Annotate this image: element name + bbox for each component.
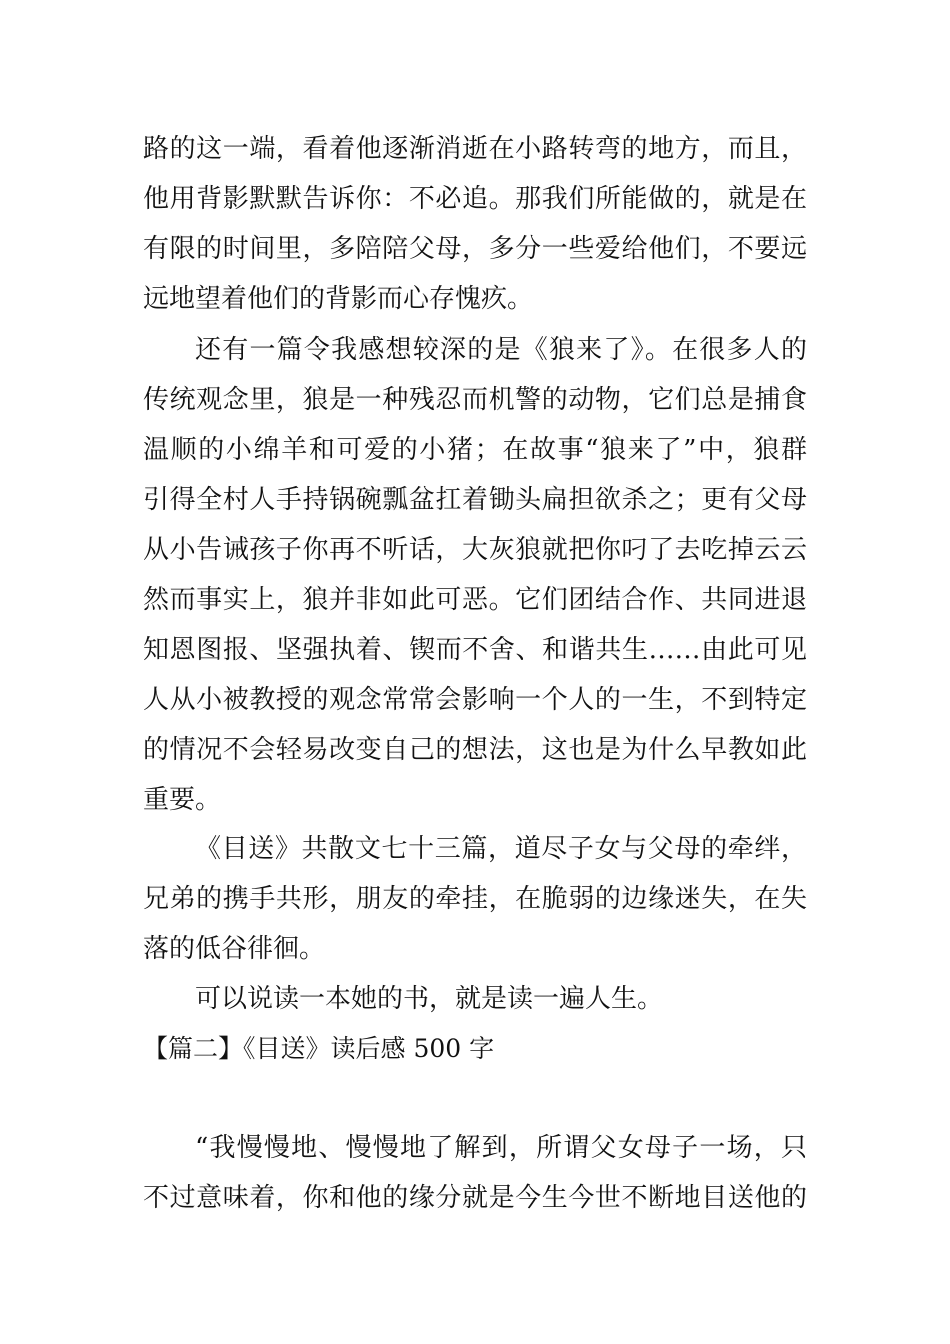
paragraph-line: 还有一篇令我感想较深的是《狼来了》。在很多人的	[195, 335, 807, 365]
paragraph-line: 温顺的小绵羊和可爱的小猪；在故事“狼来了”中，狼群	[143, 435, 807, 465]
paragraph-line: 知恩图报、坚强执着、锲而不舍、和谐共生……由此可见	[143, 635, 807, 665]
paragraph-line: 《目送》共散文七十三篇，道尽子女与父母的牵绊，	[195, 834, 807, 864]
paragraph-line: 引得全村人手持锅碗瓢盆扛着锄头扁担欲杀之；更有父母	[143, 485, 807, 515]
paragraph-line: 传统观念里，狼是一种残忍而机警的动物，它们总是捕食	[143, 385, 807, 415]
paragraph-line: 人从小被教授的观念常常会影响一个人的一生，不到特定	[143, 685, 807, 715]
paragraph-line: 他用背影默默告诉你：不必追。那我们所能做的，就是在	[143, 184, 807, 214]
paragraph-line: 不过意味着，你和他的缘分就是今生今世不断地目送他的	[143, 1183, 807, 1213]
paragraph-line: 从小告诫孩子你再不听话，大灰狼就把你叼了去吃掉云云	[143, 535, 807, 565]
paragraph-line: 重要。	[143, 785, 222, 815]
paragraph-line: 兄弟的携手共形，朋友的牵挂，在脆弱的边缘迷失，在失	[143, 884, 807, 914]
paragraph-line: 然而事实上，狼并非如此可恶。它们团结合作、共同进退	[143, 585, 807, 615]
paragraph-line: 可以说读一本她的书，就是读一遍人生。	[195, 984, 664, 1014]
paragraph-line: 有限的时间里，多陪陪父母，多分一些爱给他们，不要远	[143, 234, 807, 264]
section-heading: 【篇二】《目送》读后感 500 字	[143, 1034, 495, 1063]
paragraph-line: “我慢慢地、慢慢地了解到，所谓父女母子一场，只	[195, 1133, 807, 1163]
paragraph-line: 的情况不会轻易改变自己的想法，这也是为什么早教如此	[143, 735, 807, 765]
paragraph-line: 路的这一端，看着他逐渐消逝在小路转弯的地方，而且，	[143, 134, 807, 164]
paragraph-line: 落的低谷徘徊。	[143, 934, 326, 964]
paragraph-line: 远地望着他们的背影而心存愧疚。	[143, 284, 534, 314]
